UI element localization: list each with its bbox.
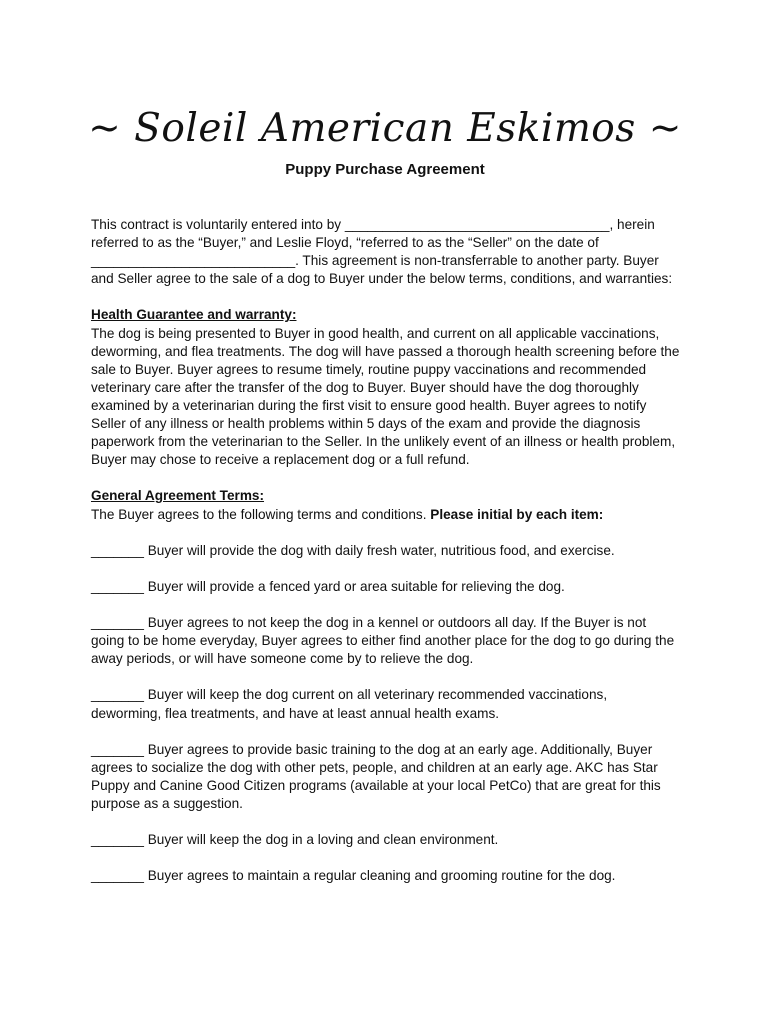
- initial-instruction: Please initial by each item:: [430, 506, 604, 522]
- spacer: [91, 668, 681, 686]
- term-item: _______ Buyer will keep the dog current on all veterinary recommended vaccinations, deworming, flea treatments, and have at least annual health exams.: [91, 687, 608, 721]
- spacer: [91, 560, 681, 578]
- health-guarantee-heading: Health Guarantee and warranty:: [91, 307, 297, 323]
- term-item: _______ Buyer agrees to maintain a regular cleaning and grooming routine for the dog.: [91, 868, 616, 884]
- kennel-name-heading: ~ Soleil American Eskimos ~: [88, 106, 682, 151]
- term-item: _______ Buyer agrees to not keep the dog in a kennel or outdoors all day. If the Buyer is not going to be home everyday, Buyer agrees to either find another place for the dog to go during the away periods, or will have someone come by to relieve the dog.: [91, 615, 675, 667]
- spacer: [91, 524, 681, 542]
- term-item: _______ Buyer will provide the dog with daily fresh water, nutritious food, and exercise.: [91, 542, 615, 558]
- spacer: [91, 288, 681, 306]
- term-item: _______ Buyer will provide a fenced yard or area suitable for relieving the dog.: [91, 578, 565, 594]
- term-item: _______ Buyer agrees to provide basic training to the dog at an early age. Additionally, Buyer agrees to socialize the dog with other pets, people, and children at an early age. AKC has Star Puppy and Canine Good Citizen programs (available at your local PetCo) that are great for this purpose as a suggestion.: [91, 741, 661, 811]
- spacer: [91, 813, 681, 831]
- term-item: _______ Buyer will keep the dog in a loving and clean environment.: [91, 832, 499, 848]
- spacer: [91, 596, 681, 614]
- agreement-title: Puppy Purchase Agreement: [285, 161, 485, 178]
- spacer: [91, 723, 681, 741]
- spacer: [91, 469, 681, 487]
- general-terms-intro-text: The Buyer agrees to the following terms and conditions.: [91, 506, 431, 522]
- spacer: [91, 849, 681, 867]
- health-guarantee-paragraph: The dog is being presented to Buyer in good health, and current on all applicable vaccinations, deworming, and flea treatments. The dog will have passed a thorough health screening before the sale to Buyer. Buyer agrees to resume timely, routine puppy vaccinations and recommended veterinary care after the transfer of the dog to Buyer. Buyer should have the dog thoroughly examined by a veterinarian during the first visit to ensure good health. Buyer agrees to notify Seller of any illness or health problems within 5 days of the exam and provide the diagnosis paperwork from the veterinarian to the Seller. In the unlikely event of an illness or health problem, Buyer may chose to receive a replacement dog or a full refund.: [91, 325, 680, 468]
- general-terms-heading: General Agreement Terms:: [91, 488, 265, 504]
- intro-paragraph: This contract is voluntarily entered into by ___________________________________, herein referred to as the “Buyer,” and Leslie Floyd, “referred to as the “Seller” on the date of ___________________________. This agreement is non-transferrable to another party. Buyer and Seller agree to the sale of a dog to Buyer under the below terms, conditions, and warranties:: [91, 217, 673, 287]
- agreement-body: [91, 216, 681, 885]
- general-terms-intro: [91, 506, 681, 524]
